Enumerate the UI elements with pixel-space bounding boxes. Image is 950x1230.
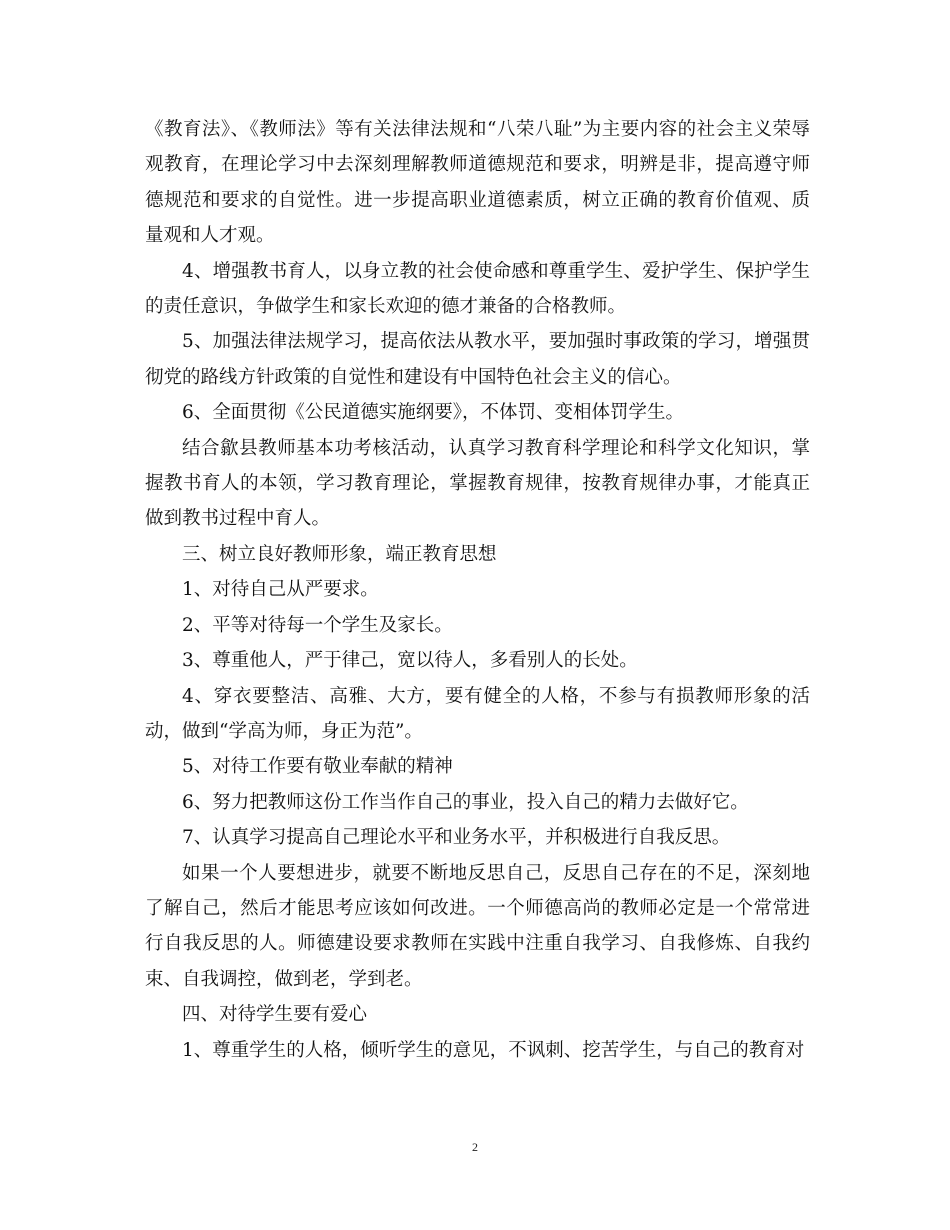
list-item-7: 7、认真学习提高自己理论水平和业务水平，并积极进行自我反思。 [182,827,731,849]
list-item-section4-1: 1、尊重学生的人格，倾听学生的意见，不讽刺、挖苦学生，与自己的教育对 [182,1039,805,1061]
paragraph-2: 4、增强教书育人，以身立教的社会使命感和尊重学生、爱护学生、保护学生的责任意识，争做学生和家长欢迎的德才兼备的合格教师。 [145,260,810,318]
paragraph-4: 6、全面贯彻《公民道德实施纲要》，不体罚、变相体罚学生。 [182,402,685,424]
list-item-5: 5、对待工作要有敬业奉献的精神 [182,756,453,778]
list-item-4: 4、穿衣要整洁、高雅、大方，要有健全的人格，不参与有损教师形象的活动，做到“学高为师，身正为范”。 [145,685,810,742]
section-heading-4: 四、对待学生要有爱心 [182,1004,368,1026]
list-item-2: 2、平等对待每一个学生及家长。 [182,614,453,636]
paragraph-reflection: 如果一个人要想进步，就要不断地反思自己，反思自己存在的不足，深刻地了解自己，然后才能思考应该如何改进。一个师德高尚的教师必定是一个常常进行自我反思的人。师德建设要求教师在实践中注重自我学习、自我修炼、自我约束、自我调控，做到老，学到老。 [145,862,810,990]
document-body [145,112,810,1068]
list-item-1: 1、对待自己从严要求。 [182,579,379,601]
paragraph-3: 5、加强法律法规学习，提高依法从教水平，要加强时事政策的学习，增强贯彻党的路线方针政策的自觉性和建设有中国特色社会主义的信心。 [145,331,810,388]
page-number: 2 [472,1140,478,1154]
section-heading-3: 三、树立良好教师形象，端正教育思想 [182,543,497,565]
paragraph-5: 结合歙县教师基本功考核活动，认真学习教育科学理论和科学文化知识，掌握教书育人的本领，学习教育理论，掌握教育规律，按教育规律办事，才能真正做到教书过程中育人。 [145,437,810,530]
list-item-3: 3、尊重他人，严于律己，宽以待人，多看别人的长处。 [182,650,638,672]
list-item-6: 6、努力把教师这份工作当作自己的事业，投入自己的精力去做好它。 [182,791,749,813]
paragraph-1: 《教育法》、《教师法》等有关法律法规和“八荣八耻”为主要内容的社会主义荣辱观教育，在理论学习中去深刻理解教师道德规范和要求，明辨是非，提高遵守师德规范和要求的自觉性。进一步提高职业道德素质，树立正确的教育价值观、质量观和人才观。 [145,119,810,247]
